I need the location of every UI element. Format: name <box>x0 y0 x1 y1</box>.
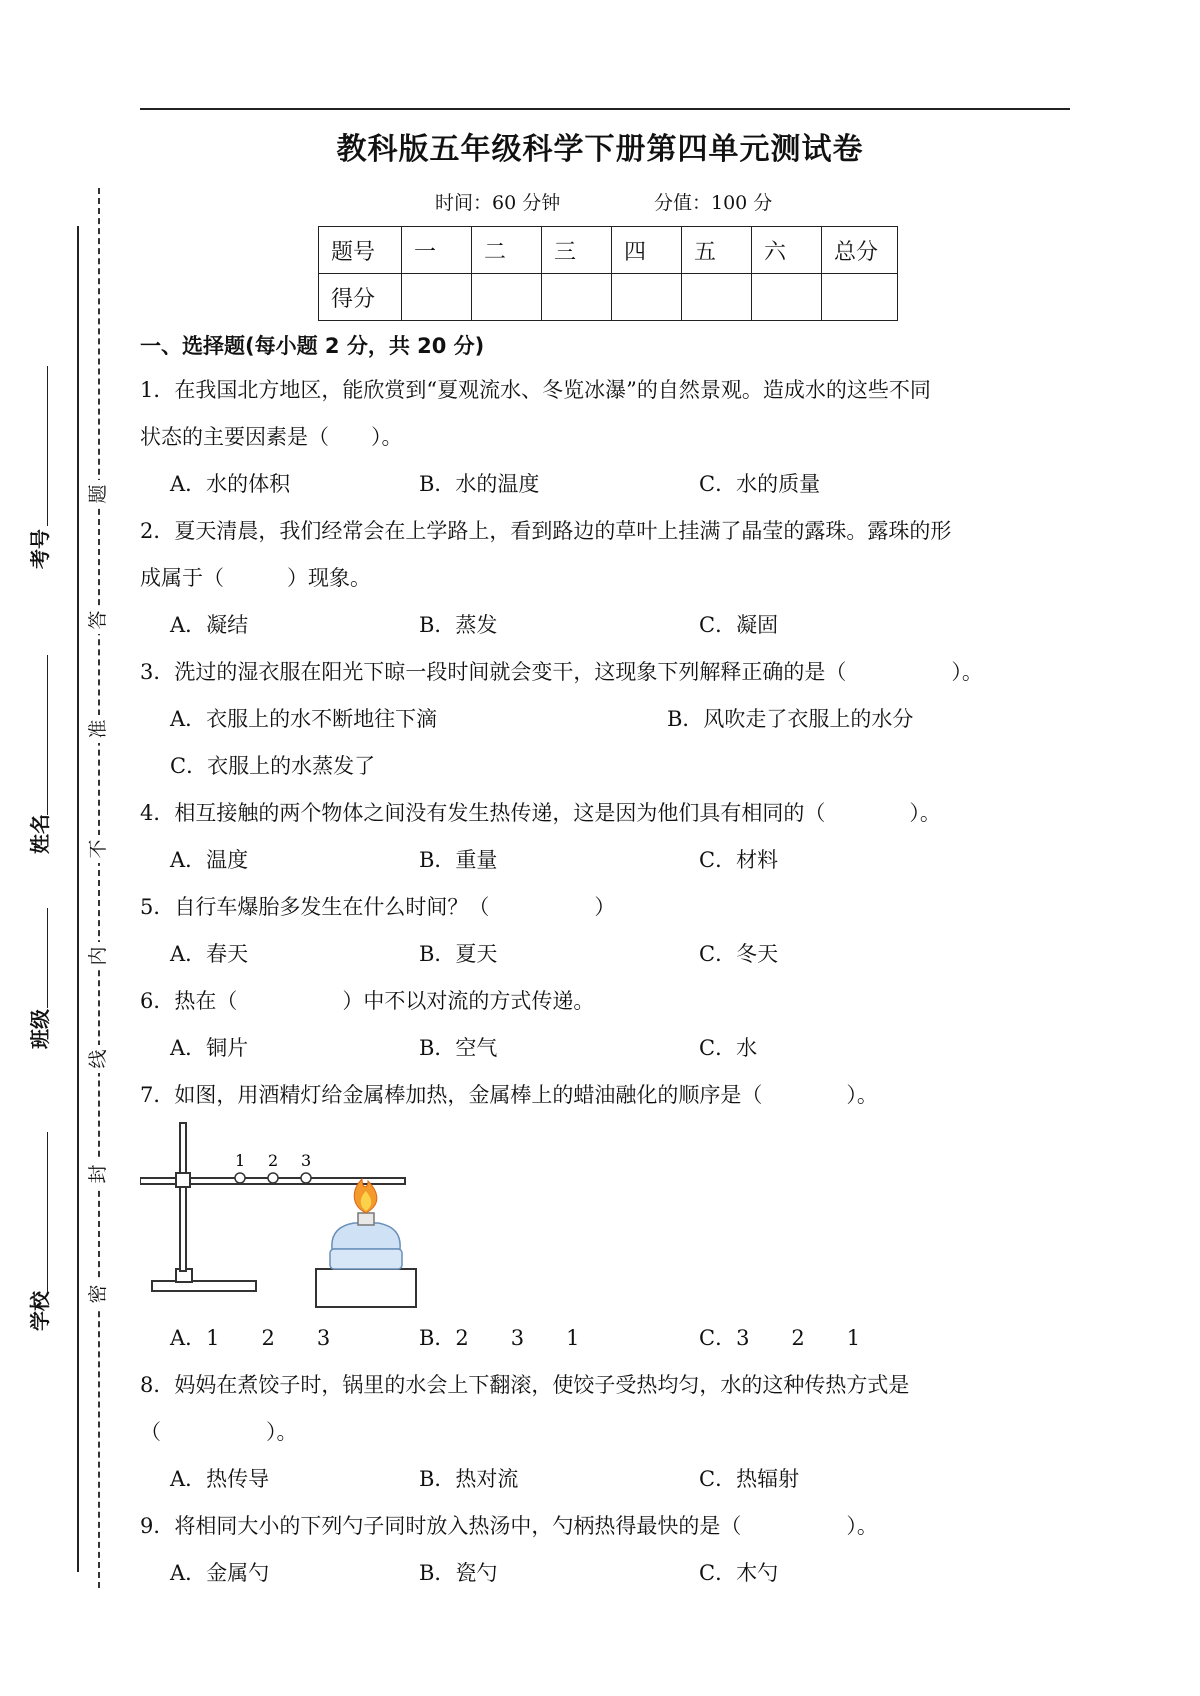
score-input-cell[interactable] <box>612 274 682 321</box>
field-name: 姓名 <box>28 814 52 854</box>
name-blank[interactable] <box>47 655 48 815</box>
question-3-line: 3．洗过的湿衣服在阳光下晾一段时间就会变干，这现象下列解释正确的是（ ）。 <box>140 660 983 684</box>
question-2-options <box>140 602 1075 649</box>
wax-label-3: 3 <box>301 1151 312 1170</box>
score-input-cell[interactable] <box>472 274 542 321</box>
score-cell: 四 <box>612 227 682 274</box>
seal-char: 密 <box>84 1280 112 1308</box>
question-section <box>140 325 1075 1597</box>
seal-char: 准 <box>84 715 112 743</box>
question-7-options <box>140 1315 1075 1362</box>
wax-label-1: 1 <box>235 1151 246 1170</box>
option-c[interactable]: C．衣服上的水蒸发了 <box>170 754 376 778</box>
seal-char: 线 <box>84 1045 112 1073</box>
question-4-options <box>140 837 1075 884</box>
wax-point-3 <box>301 1173 311 1183</box>
top-rule <box>140 108 1070 110</box>
field-school: 学校 <box>28 1291 52 1331</box>
question-7-line: 7．如图，用酒精灯给金属棒加热，金属棒上的蜡油融化的顺序是（ ）。 <box>140 1083 878 1107</box>
option-b[interactable]: B．空气 <box>419 1036 498 1060</box>
binding-dashed-line <box>98 188 100 1588</box>
option-c[interactable]: C．冬天 <box>699 942 779 966</box>
option-c[interactable]: C．材料 <box>699 848 779 872</box>
question-9-options <box>140 1550 1075 1597</box>
score-input-cell[interactable] <box>542 274 612 321</box>
score-table-header-row <box>319 227 898 274</box>
question-8-options <box>140 1456 1075 1503</box>
question-8-line: 8．妈妈在煮饺子时，锅里的水会上下翻滚，使饺子受热均匀，水的这种传热方式是 <box>140 1373 910 1397</box>
option-c[interactable]: C．水的质量 <box>699 472 821 496</box>
question-5-line: 5．自行车爆胎多发生在什么时间？（ ） <box>140 895 616 919</box>
question-4-line: 4．相互接触的两个物体之间没有发生热传递，这是因为他们具有相同的（ ）。 <box>140 801 941 825</box>
score-cell: 三 <box>542 227 612 274</box>
option-a[interactable]: A．凝结 <box>170 613 249 637</box>
stand-pole <box>180 1123 186 1271</box>
score-input-cell[interactable] <box>402 274 472 321</box>
score-cell: 二 <box>472 227 542 274</box>
score-cell: 一 <box>402 227 472 274</box>
option-b[interactable]: B．2 3 1 <box>419 1326 580 1350</box>
seal-char: 内 <box>84 942 112 970</box>
field-class: 班级 <box>28 1009 52 1049</box>
seal-char: 答 <box>84 606 112 634</box>
clamp <box>176 1173 190 1187</box>
score-table-score-row <box>319 274 898 321</box>
score-cell: 得分 <box>319 274 402 321</box>
question-6-options <box>140 1025 1075 1072</box>
question-8-line: （ ）。 <box>140 1420 298 1444</box>
question-1-options <box>140 461 1075 508</box>
option-a[interactable]: A．热传导 <box>170 1467 270 1491</box>
option-c[interactable]: C．凝固 <box>699 613 779 637</box>
exam-time: 时间：60 分钟 <box>435 192 561 214</box>
option-b[interactable]: B．蒸发 <box>419 613 498 637</box>
page-title: 教科版五年级科学下册第四单元测试卷 <box>336 132 864 167</box>
option-a[interactable]: A．春天 <box>170 942 249 966</box>
seal-char: 题 <box>84 480 112 508</box>
option-b[interactable]: B．夏天 <box>419 942 498 966</box>
field-exam-number: 考号 <box>28 529 52 569</box>
exam-number-blank[interactable] <box>47 366 48 526</box>
option-a[interactable]: A．金属勺 <box>170 1561 270 1585</box>
option-c[interactable]: C．热辐射 <box>699 1467 800 1491</box>
alcohol-lamp-base <box>330 1249 402 1269</box>
question-9-line: 9．将相同大小的下列勺子同时放入热汤中，勺柄热得最快的是（ ）。 <box>140 1514 878 1538</box>
stand-base <box>152 1281 256 1291</box>
question-3-options <box>140 743 1075 790</box>
wax-point-2 <box>268 1173 278 1183</box>
option-a[interactable]: A．水的体积 <box>170 472 291 496</box>
score-cell: 总分 <box>822 227 898 274</box>
option-b[interactable]: B．重量 <box>419 848 498 872</box>
question-2-line: 2．夏天清晨，我们经常会在上学路上，看到路边的草叶上挂满了晶莹的露珠。露珠的形 <box>140 519 952 543</box>
question-2-line: 成属于（ ）现象。 <box>140 566 371 590</box>
option-b[interactable]: B．热对流 <box>419 1467 519 1491</box>
option-a[interactable]: A．铜片 <box>170 1036 249 1060</box>
binding-solid-line <box>77 226 79 1572</box>
seal-char: 不 <box>84 835 112 863</box>
wooden-block <box>316 1269 416 1307</box>
wax-point-1 <box>235 1173 245 1183</box>
question-1-line: 状态的主要因素是（ ）。 <box>140 425 403 449</box>
score-input-cell[interactable] <box>682 274 752 321</box>
option-b[interactable]: B．水的温度 <box>419 472 540 496</box>
wax-label-2: 2 <box>268 1151 279 1170</box>
option-b[interactable]: B．瓷勺 <box>419 1561 498 1585</box>
score-input-cell[interactable] <box>752 274 822 321</box>
option-c[interactable]: C．水 <box>699 1036 758 1060</box>
score-cell: 题号 <box>319 227 402 274</box>
score-input-cell[interactable] <box>822 274 898 321</box>
question-1-line: 1．在我国北方地区，能欣赏到“夏观流水、冬览冰瀑”的自然景观。造成水的这些不同 <box>140 378 931 402</box>
lamp-neck <box>358 1213 374 1225</box>
class-blank[interactable] <box>47 908 48 1008</box>
option-a[interactable]: A．温度 <box>170 848 249 872</box>
option-a[interactable]: A．1 2 3 <box>170 1326 331 1350</box>
question-3-options <box>140 696 1075 743</box>
score-table <box>318 226 898 321</box>
option-c[interactable]: C．木勺 <box>699 1561 779 1585</box>
option-b[interactable]: B．风吹走了衣服上的水分 <box>667 707 914 731</box>
exam-score: 分值：100 分 <box>654 192 773 214</box>
section-heading: 一、选择题(每小题 2 分，共 20 分) <box>140 334 485 358</box>
option-c[interactable]: C．3 2 1 <box>699 1326 861 1350</box>
alcohol-lamp-body <box>332 1223 400 1249</box>
heating-apparatus-diagram <box>140 1119 440 1315</box>
alcohol-lamp-figure <box>140 1119 1075 1315</box>
score-cell: 五 <box>682 227 752 274</box>
seal-char: 封 <box>84 1160 112 1188</box>
question-6-line: 6．热在（ ）中不以对流的方式传递。 <box>140 989 595 1013</box>
score-cell: 六 <box>752 227 822 274</box>
option-a[interactable]: A．衣服上的水不断地往下滴 <box>170 707 438 731</box>
school-blank[interactable] <box>47 1132 48 1292</box>
question-5-options <box>140 931 1075 978</box>
